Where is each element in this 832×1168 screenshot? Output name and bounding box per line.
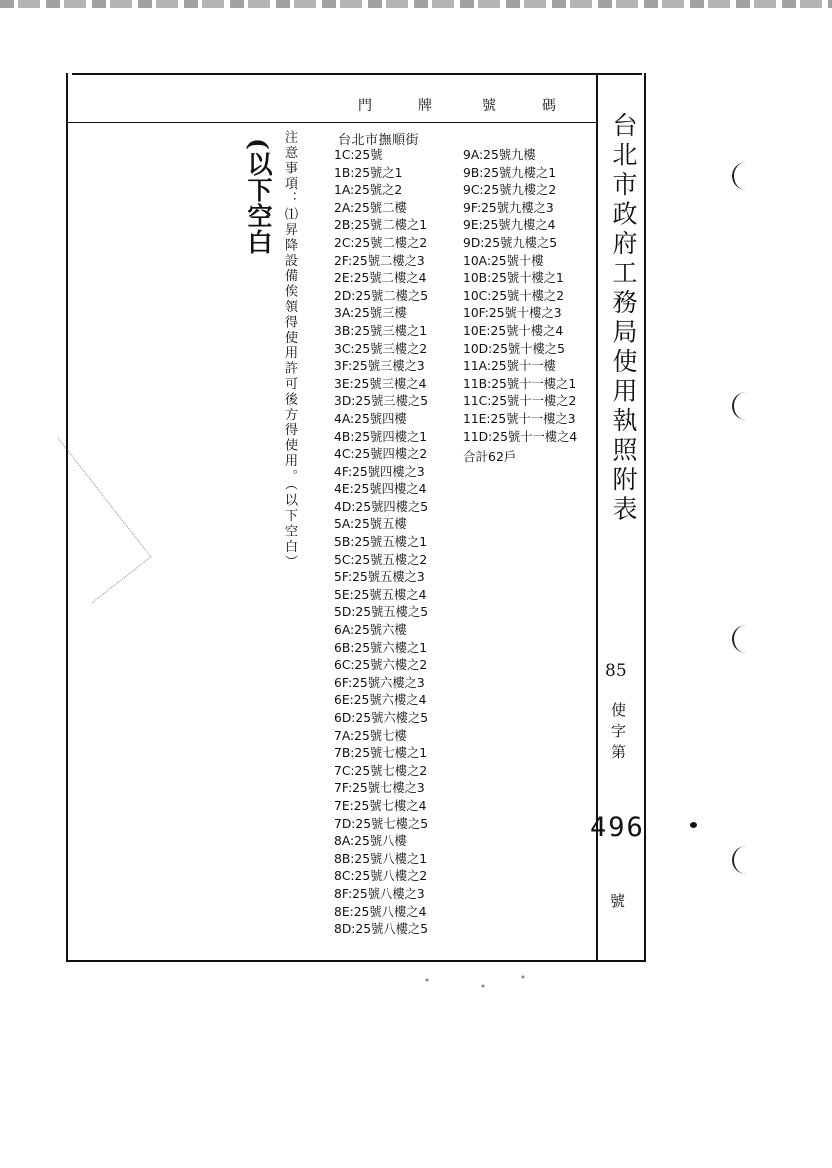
unit-entry: 3C:25號三樓之2 — [334, 341, 428, 356]
unit-entry: 7E:25號七樓之4 — [334, 798, 427, 813]
binding-hole-mark — [732, 846, 752, 874]
unit-entry: 6D:25號六樓之5 — [334, 711, 429, 725]
permit-year: 85 — [605, 661, 627, 681]
table-top-border — [72, 73, 642, 75]
unit-entry: 2D:25號二樓之5 — [334, 288, 429, 303]
unit-entry: 1A:25號之2 — [334, 183, 403, 198]
unit-entry: 1B:25號之1 — [334, 165, 403, 180]
unit-entry: 8E:25號八樓之4 — [334, 904, 427, 919]
unit-entry: 6A:25號六樓 — [334, 623, 407, 638]
unit-entry: 4B:25號四樓之1 — [334, 429, 428, 444]
unit-entry: 8D:25號八樓之5 — [334, 922, 429, 937]
unit-entry: 9E:25號九樓之4 — [463, 218, 556, 233]
unit-entry: 7B:25號七樓之1 — [334, 746, 428, 761]
unit-entry: 5A:25號五樓 — [334, 517, 407, 532]
unit-entry: 8F:25號八樓之3 — [334, 886, 425, 901]
unit-entry: 9B:25號九樓之1 — [463, 165, 557, 180]
top-scan-line — [0, 0, 832, 8]
unit-entry: 4F:25號四樓之3 — [334, 464, 425, 479]
note-text: 注意事項：⑴昇降設備俟領得使用許可後方得使用。（以下空白） — [282, 130, 297, 570]
unit-entry: 2E:25號二樓之4 — [334, 271, 427, 286]
binding-hole-mark — [732, 625, 752, 653]
unit-entry: 9D:25號九樓之5 — [463, 235, 558, 250]
unit-entry: 4D:25號四樓之5 — [334, 499, 429, 514]
unit-list-column-2 — [463, 147, 577, 446]
unit-entry: 6C:25號六樓之2 — [334, 658, 428, 673]
unit-entry: 3F:25號三樓之3 — [334, 359, 425, 374]
permit-suffix: 號 — [610, 892, 626, 910]
binding-hole-mark — [732, 162, 752, 190]
unit-entry: 10A:25號十樓 — [463, 253, 544, 268]
unit-entry: 11D:25號十一樓之4 — [463, 429, 578, 444]
binding-hole-mark — [732, 392, 752, 420]
unit-entry: 1C:25號 — [334, 148, 383, 162]
document-title: 台北市政府工務局使用執照附表 — [609, 112, 638, 525]
unit-entry: 10C:25號十樓之2 — [463, 288, 565, 303]
unit-entry: 6E:25號六樓之4 — [334, 693, 427, 708]
unit-entry: 9F:25號九樓之3 — [463, 200, 554, 215]
unit-entry: 8C:25號八樓之2 — [334, 869, 428, 884]
unit-entry: 10D:25號十樓之5 — [463, 341, 565, 356]
header-rule — [68, 122, 596, 123]
unit-entry: 7C:25號七樓之2 — [334, 763, 428, 778]
unit-entry: 6B:25號六樓之1 — [334, 640, 428, 655]
unit-entry: 4E:25號四樓之4 — [334, 482, 427, 497]
unit-entry: 11B:25號十一樓之1 — [463, 376, 577, 391]
unit-entry: 4A:25號四樓 — [334, 411, 407, 426]
permit-number: 496 — [590, 812, 645, 843]
header-char: 號 — [482, 98, 497, 114]
unit-entry: 4C:25號四樓之2 — [334, 447, 428, 462]
table-header — [330, 95, 590, 117]
header-char: 門 — [358, 98, 373, 114]
permit-word: 使字第 — [609, 702, 627, 765]
unit-entry: 10B:25號十樓之1 — [463, 271, 564, 286]
total-count: 合計62戶 — [463, 449, 517, 464]
blank-remark: (以下空白 — [244, 138, 273, 255]
unit-entry: 10E:25號十樓之4 — [463, 323, 564, 338]
unit-entry: 11A:25號十一樓 — [463, 359, 556, 374]
unit-entry: 3D:25號三樓之5 — [334, 394, 429, 409]
unit-entry: 8B:25號八樓之1 — [334, 851, 428, 866]
unit-entry: 7A:25號七樓 — [334, 728, 407, 743]
unit-entry: 7D:25號七樓之5 — [334, 816, 429, 831]
street-name: 台北市撫順街 — [338, 133, 420, 148]
unit-entry: 5D:25號五樓之5 — [334, 605, 429, 620]
unit-entry: 9A:25號九樓 — [463, 148, 536, 162]
unit-entry: 8A:25號八樓 — [334, 834, 407, 849]
unit-entry: 10F:25號十樓之3 — [463, 306, 562, 321]
unit-entry: 3E:25號三樓之4 — [334, 376, 427, 391]
scan-specks — [395, 968, 555, 998]
unit-entry: 3B:25號三樓之1 — [334, 323, 428, 338]
unit-entry: 5C:25號五樓之2 — [334, 552, 428, 567]
unit-entry: 9C:25號九樓之2 — [463, 183, 557, 198]
unit-entry: 5F:25號五樓之3 — [334, 570, 425, 585]
unit-entry: 2F:25號二樓之3 — [334, 253, 425, 268]
unit-entry: 2B:25號二樓之1 — [334, 218, 428, 233]
unit-entry: 5B:25號五樓之1 — [334, 535, 428, 550]
unit-entry: 2C:25號二樓之2 — [334, 235, 428, 250]
header-char: 碼 — [542, 98, 557, 114]
header-char: 牌 — [418, 98, 433, 114]
unit-entry: 6F:25號六樓之3 — [334, 675, 425, 690]
unit-entry: 5E:25號五樓之4 — [334, 587, 427, 602]
unit-entry: 11C:25號十一樓之2 — [463, 394, 577, 409]
ink-dot — [690, 822, 697, 828]
unit-entry: 11E:25號十一樓之3 — [463, 411, 576, 426]
unit-entry: 3A:25號三樓 — [334, 306, 407, 321]
unit-entry: 2A:25號二樓 — [334, 200, 407, 215]
unit-list-column-1 — [334, 147, 428, 939]
unit-entry: 7F:25號七樓之3 — [334, 781, 425, 796]
